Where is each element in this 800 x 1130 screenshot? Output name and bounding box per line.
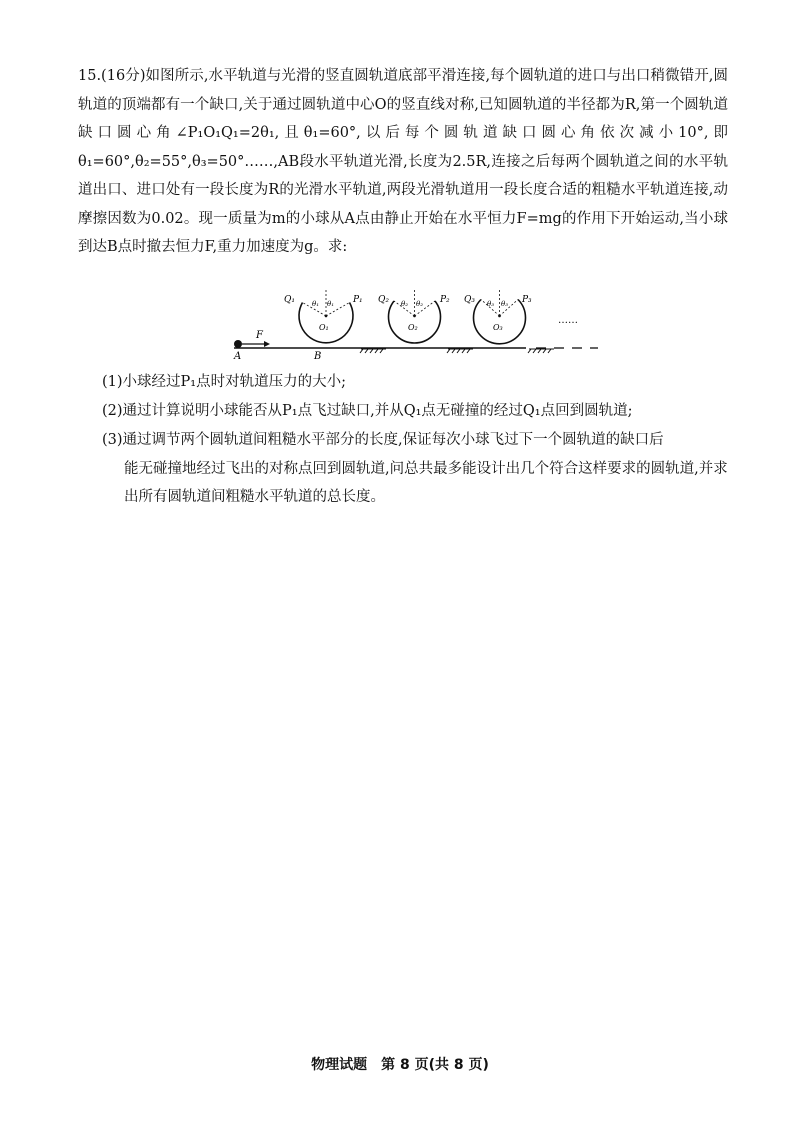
label-theta3-right: θ₃ — [501, 300, 509, 308]
label-theta2-right: θ₂ — [416, 300, 424, 308]
force-arrowhead — [264, 341, 270, 347]
label-theta2-left: θ₂ — [401, 300, 409, 308]
label-f: F — [256, 330, 263, 341]
label-q1: Q₁ — [284, 295, 295, 305]
subquestion-3-line1: (3)通过调节两个圆轨道间粗糙水平部分的长度,保证每次小球飞过下一个圆轨道的缺口后 — [102, 432, 664, 448]
loop-1-center — [325, 315, 328, 318]
page-footer: 物理试题 第 8 页(共 8 页) — [311, 1057, 489, 1073]
label-theta1-right: θ₁ — [327, 300, 335, 308]
subquestion-3-rest: 能无碰撞地经过飞出的对称点回到圆轨道,问总共最多能设计出几个符合这样要求的圆轨道,并求出所有圆轨道间粗糙水平轨道的总长度。 — [124, 460, 728, 505]
loop-3 — [464, 290, 532, 344]
label-p2: P₂ — [440, 295, 450, 305]
rough-segment-2 — [447, 349, 473, 353]
rough-segment-1 — [360, 349, 386, 353]
ball — [234, 340, 242, 348]
label-o2: O₂ — [408, 323, 418, 332]
rough-segment-3 — [528, 349, 554, 353]
subquestion-1: (1)小球经过P₁点时对轨道压力的大小; — [102, 374, 346, 390]
label-theta1-left: θ₁ — [312, 300, 320, 308]
track-diagram-svg — [226, 286, 606, 366]
question-text: 15.(16分)如图所示,水平轨道与光滑的竖直圆轨道底部平滑连接,每个圆轨道的进口与出口稍微错开,圆轨道的顶端都有一个缺口,关于通过圆轨道中心O的竖直线对称,已知圆轨道的半径都为R,第一个圆轨道缺口圆心角∠P₁O₁Q₁=2θ₁,且θ₁=60°,以后每个圆轨道缺口圆心角依次减小10°,即θ₁=60°,θ₂=55°,θ₃=50°……,AB段水平轨道光滑,长度为2.5R,连接之后每两个圆轨道之间的水平轨道出口、进口处有一段长度为R的光滑水平轨道,两段光滑轨道用一段长度合适的粗糙水平轨道连接,动摩擦因数为0.02。现一质量为m的小球从A点由静止开始在水平恒力F=mg的作用下开始运动,当小球到达B点时撤去恒力F,重力加速度为g。求: — [78, 68, 728, 255]
subquestion-3 — [102, 426, 732, 512]
label-theta3-left: θ₃ — [487, 300, 495, 308]
label-a: A — [234, 351, 242, 362]
label-o3: O₃ — [493, 323, 503, 332]
subquestion-2: (2)通过计算说明小球能否从P₁点飞过缺口,并从Q₁点无碰撞的经过Q₁点回到圆轨道; — [102, 403, 633, 419]
track-diagram — [226, 286, 606, 366]
question-stem — [78, 62, 728, 262]
label-b: B — [314, 351, 322, 362]
label-p3: P₃ — [522, 295, 532, 305]
label-q3: Q₃ — [464, 295, 475, 305]
loop-3-center — [498, 315, 501, 318]
loop-2-center — [413, 315, 416, 318]
loop-2 — [378, 290, 450, 343]
label-q2: Q₂ — [378, 295, 389, 305]
label-ellipsis: …… — [558, 315, 578, 326]
label-p1: P₁ — [353, 295, 363, 305]
label-o1: O₁ — [319, 323, 329, 332]
loop-1 — [284, 290, 363, 343]
